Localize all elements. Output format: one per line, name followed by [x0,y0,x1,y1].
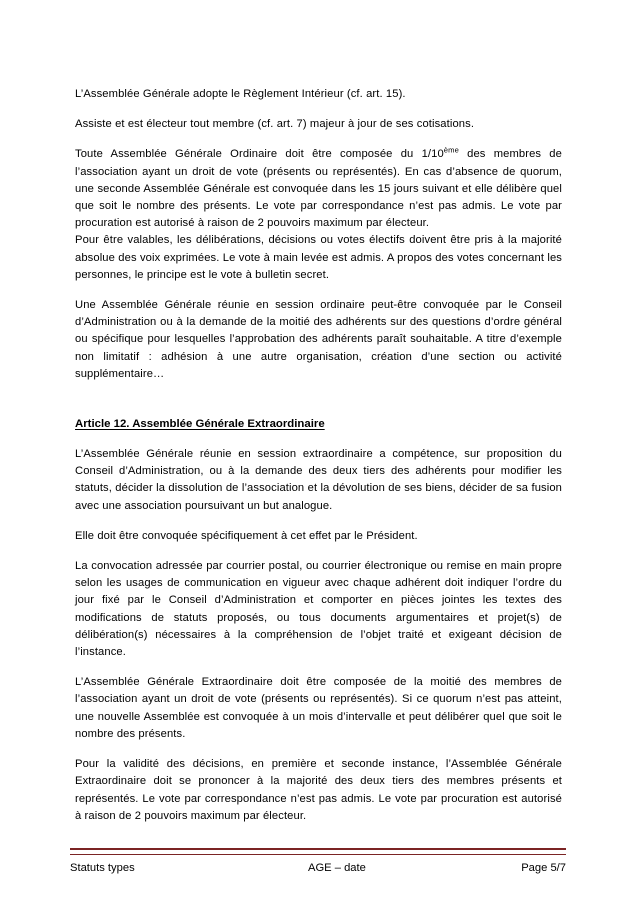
paragraph-deliberations: Pour être valables, les délibérations, décisions ou votes électifs doivent être pris à la majorité absolue des voix exprimées. Le vote à main levée est admis. A propos des votes concernant les personnes, le principe est le vote à bulletin secret. [75,234,562,281]
footer-meeting-label: AGE – date [308,862,366,874]
footer-page-number: Page 5/7 [521,862,566,874]
quorum-fraction-superscript: ème [443,145,459,155]
heading-article-12: Article 12. Assemblée Générale Extraordinaire [75,418,325,431]
paragraph-convocation-modalites: La convocation adressée par courrier postal, ou courrier électronique ou remise en main propre selon les usages de communication en vigueur avec chaque adhérent doit indiquer l’ordre du jour fixé par le Conseil d’Administration et comporter en pièces jointes les textes des modifications de statuts proposés, ou tous documents argumentaires et projet(s) de délibération(s) nécessaires à la compréhension de l’objet traité et exigeant décision de l’instance. [75,560,562,659]
quorum-rest-text: des membres de l’association ayant un droit de vote (présents ou représentés). En cas d’absence de quorum, une seconde Assemblée Générale est convoquée dans les 15 jours suivant et elle délibère quel que soit le nombre des présents. Le vote par correspondance n’est pas admis. Le vote par procuration est autorisé à raison de 2 pouvoirs maximum par électeur. [75,148,562,230]
paragraph-session-ordinaire: Une Assemblée Générale réunie en session ordinaire peut-être convoquée par le Conseil d’Administration ou à la demande de la moitié des adhérents sur des questions d’ordre général ou spécifique pour lesquelles l’approbation des adhérents paraît souhaitable. A titre d’exemple non limitatif : adhésion à une autre organisation, création d’une section ou activité supplémentaire… [75,299,562,380]
paragraph-convocation-president: Elle doit être convoquée spécifiquement à cet effet par le Président. [75,529,418,542]
footer-divider-rule [70,848,566,855]
heading-spacer [75,396,562,406]
paragraph-reglement-interieur: L’Assemblée Générale adopte le Règlement Intérieur (cf. art. 15). [75,88,406,100]
paragraph-competence-extraordinaire: L’Assemblée Générale réunie en session extraordinaire a compétence, sur proposition du Conseil d’Administration, ou à la demande des deux tiers des adhérents pour modifier les statuts, décider la dissolution de l’association et la dévolution de ses biens, décider de sa fusion avec une association poursuivant un but analogue. [75,448,562,512]
page-footer [70,848,566,876]
paragraph-quorum-extraordinaire: L’Assemblée Générale Extraordinaire doit être composée de la moitié des membres de l’association ayant un droit de vote (présents ou représentés). Si ce quorum n’est pas atteint, une nouvelle Assemblée est convoquée à un mois d’intervalle et peut délibérer quel que soit le nombre des présents. [75,676,562,740]
paragraph-quorum-ordinaire [75,146,562,232]
footer-row [70,860,566,876]
paragraph-validite-decisions: Pour la validité des décisions, en première et seconde instance, l’Assemblée Générale Extraordinaire doit se prononcer à la majorité des deux tiers des membres présents et représentés. Le vote par correspondance n’est pas admis. Le vote par procuration est autorisé à raison de 2 pouvoirs maximum par électeur. [75,758,562,822]
document-body [75,86,562,825]
article-heading-block [75,414,562,433]
quorum-lead-text: Toute Assemblée Générale Ordinaire doit être composée du 1/10 [75,148,444,161]
paragraph-assiste-electeur: Assiste et est électeur tout membre (cf. art. 7) majeur à jour de ses cotisations. [75,118,475,131]
footer-document-title: Statuts types [70,862,135,874]
